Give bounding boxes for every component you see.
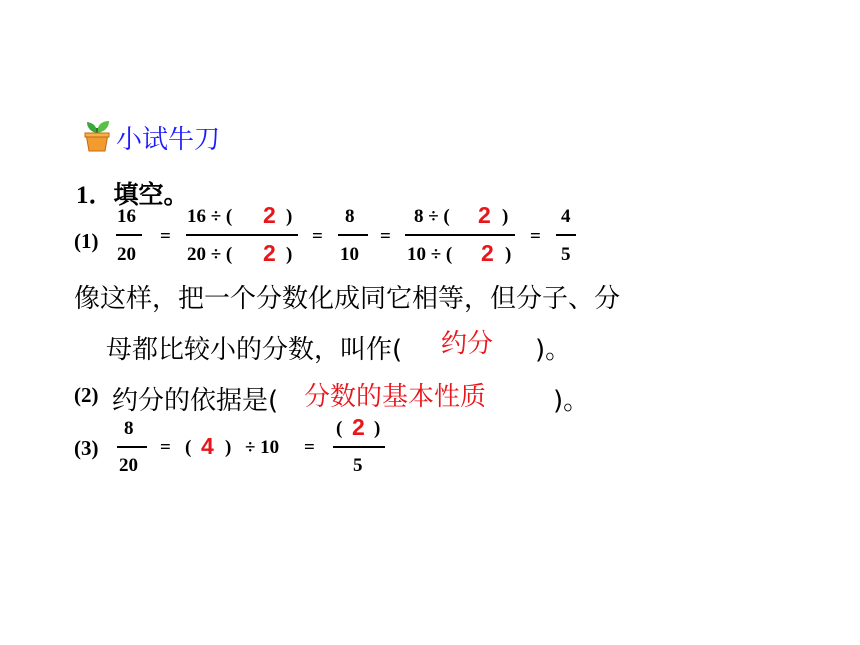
fraction7-bar [333,446,385,448]
paren-open: ( [185,437,192,458]
part2-text: 约分的依据是( [112,386,279,416]
answer-blank: 2 [263,202,276,228]
fraction7-denominator: 5 [353,455,363,476]
fraction6-bar [117,446,147,448]
fraction6-denominator: 20 [119,455,138,476]
section-title: 小试牛刀 [116,125,221,155]
answer-blank: 2 [263,240,276,266]
fraction5-denominator: 5 [561,244,571,265]
fraction3-numerator: 8 [345,206,355,227]
divide-expression: ÷ 10 [245,437,280,458]
part2-text-end: )。 [553,386,590,416]
fraction4-denominator-left: 10 ÷ ( [407,244,453,265]
fraction2-denominator-left: 20 ÷ ( [187,244,233,265]
equals-sign: = [304,437,315,458]
fraction4-denominator-right: ) [505,244,512,265]
fraction6-numerator: 8 [124,418,134,439]
paren-close: ) [225,437,232,458]
part1-label: (1) [74,229,99,253]
part2-label: (2) [74,383,99,407]
fraction7-numerator-close: ) [374,418,381,439]
fraction4-numerator-right: ) [502,206,509,227]
answer-blank: 约分 [441,329,494,359]
fraction2-numerator-right: ) [286,206,293,227]
part3-label: (3) [74,436,99,460]
definition-line-2: 母都比较小的分数，叫作( [106,335,403,365]
answer-blank: 4 [201,433,214,459]
fraction5-numerator: 4 [561,206,571,227]
plant-pot-icon [82,117,112,153]
equals-sign: = [160,437,171,458]
fraction3-denominator: 10 [340,244,359,265]
definition-line-2-end: )。 [535,335,572,365]
fraction3-bar [338,234,368,236]
fraction7-numerator-open: ( [336,418,343,439]
fraction1-denominator: 20 [117,244,136,265]
fraction4-bar [405,234,515,236]
equals-sign: = [530,226,541,247]
answer-blank: 2 [481,240,494,266]
fraction5-bar [556,234,576,236]
definition-line-1: 像这样，把一个分数化成同它相等，但分子、分 [74,284,621,314]
answer-blank: 2 [478,202,491,228]
fraction2-numerator-left: 16 ÷ ( [187,206,233,227]
fraction2-bar [186,234,298,236]
equals-sign: = [312,226,323,247]
answer-blank: 分数的基本性质 [304,382,487,412]
answer-blank: 2 [352,414,365,440]
fraction1-numerator: 16 [117,206,136,227]
question-heading: 1．填空。 [76,182,189,209]
equals-sign: = [380,226,391,247]
fraction1-bar [116,234,142,236]
fraction2-denominator-right: ) [286,244,293,265]
fraction4-numerator-left: 8 ÷ ( [414,206,450,227]
equals-sign: = [160,226,171,247]
